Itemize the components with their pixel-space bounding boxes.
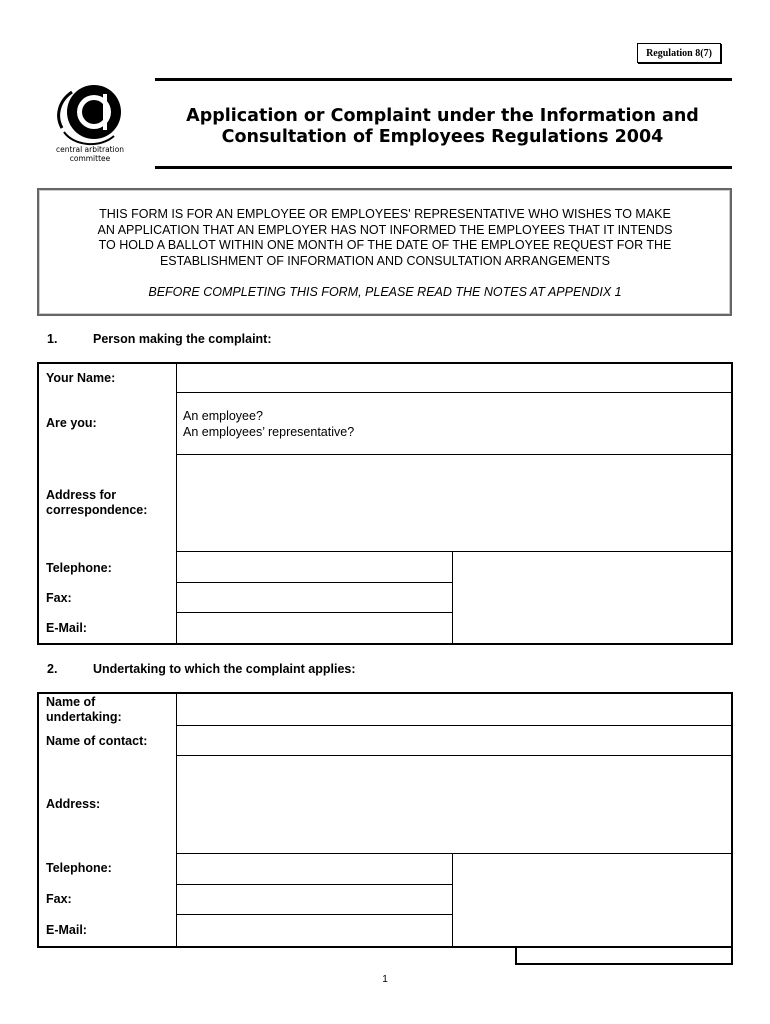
option-employee[interactable]: An employee? <box>183 409 263 423</box>
email-label: E-Mail: <box>46 621 87 635</box>
undertaking-fax-field[interactable] <box>178 886 451 913</box>
s2-rule-1 <box>176 725 731 726</box>
address-label-line1: Address for <box>46 488 117 502</box>
s1-rule-2 <box>176 454 731 455</box>
section2-title: Undertaking to which the complaint applies: <box>93 662 356 676</box>
s1-rule-4 <box>176 582 453 583</box>
contact-label: Name of contact: <box>46 734 148 748</box>
undertaking-label <box>46 695 122 725</box>
undertaking-email-field[interactable] <box>178 916 451 945</box>
address-label <box>46 488 147 518</box>
s1-rule-3 <box>176 551 731 552</box>
notice-line1: THIS FORM IS FOR AN EMPLOYEE OR EMPLOYEES' REPRESENTATIVE WHO WISHES TO MAKE <box>99 207 671 221</box>
option-representative[interactable]: An employees’ representative? <box>183 425 355 439</box>
header-bottom-rule <box>155 166 732 169</box>
undertaking-telephone-label: Telephone: <box>46 861 112 875</box>
undertaking-field[interactable] <box>178 695 730 724</box>
are-you-label: Are you: <box>46 416 97 430</box>
fax-field[interactable] <box>178 584 451 611</box>
address-label-line2: correspondence: <box>46 503 148 517</box>
section2-divider <box>176 694 177 946</box>
continuation-stub <box>515 946 733 965</box>
notice-text <box>50 207 720 269</box>
undertaking-address-label: Address: <box>46 797 101 811</box>
undertaking-label-line2: undertaking: <box>46 710 122 724</box>
email-field[interactable] <box>178 614 451 642</box>
telephone-field[interactable] <box>178 553 451 581</box>
page-title <box>160 106 725 148</box>
undertaking-telephone-field[interactable] <box>178 855 451 883</box>
logo-text-line2: committee <box>69 154 111 163</box>
s2-rule-5 <box>176 914 453 915</box>
undertaking-label-line1: Name of <box>46 695 96 709</box>
s1-rule-1 <box>176 392 731 393</box>
notice-line4: ESTABLISHMENT OF INFORMATION AND CONSULTATION ARRANGEMENTS <box>159 253 611 268</box>
your-name-label: Your Name: <box>46 371 116 385</box>
notice-line2: AN APPLICATION THAT AN EMPLOYER HAS NOT INFORMED THE EMPLOYEES THAT IT INTENDS <box>97 222 673 237</box>
title-line2: Consultation of Employees Regulations 2004 <box>221 127 664 147</box>
notice-instruction: BEFORE COMPLETING THIS FORM, PLEASE READ THE NOTES AT APPENDIX 1 <box>148 285 622 299</box>
fax-label: Fax: <box>46 591 72 605</box>
logo-text <box>40 145 140 163</box>
notice-line3: TO HOLD A BALLOT WITHIN ONE MONTH OF THE DATE OF THE EMPLOYEE REQUEST FOR THE <box>98 238 672 252</box>
s2-contact-divider <box>452 853 453 946</box>
title-line1: Application or Complaint under the Information and <box>186 106 699 126</box>
page-number: 1 <box>382 974 388 985</box>
s1-contact-divider <box>452 551 453 643</box>
s1-rule-5 <box>176 612 453 613</box>
section1-number: 1. <box>47 332 58 346</box>
address-field[interactable] <box>178 456 730 550</box>
regulation-label: Regulation 8(7) <box>637 43 721 63</box>
s2-rule-4 <box>176 884 453 885</box>
undertaking-address-field[interactable] <box>178 757 730 852</box>
undertaking-fax-label: Fax: <box>46 892 72 906</box>
your-name-field[interactable] <box>178 365 730 391</box>
s2-rule-2 <box>176 755 731 756</box>
header-top-rule <box>155 78 732 81</box>
s2-rule-3 <box>176 853 731 854</box>
section1-title: Person making the complaint: <box>93 332 272 346</box>
section1-divider <box>176 364 177 643</box>
contact-field[interactable] <box>178 727 730 754</box>
section2-number: 2. <box>47 662 58 676</box>
logo-text-line1: central arbitration <box>55 145 125 154</box>
undertaking-email-label: E-Mail: <box>46 923 87 937</box>
telephone-label: Telephone: <box>46 561 112 575</box>
